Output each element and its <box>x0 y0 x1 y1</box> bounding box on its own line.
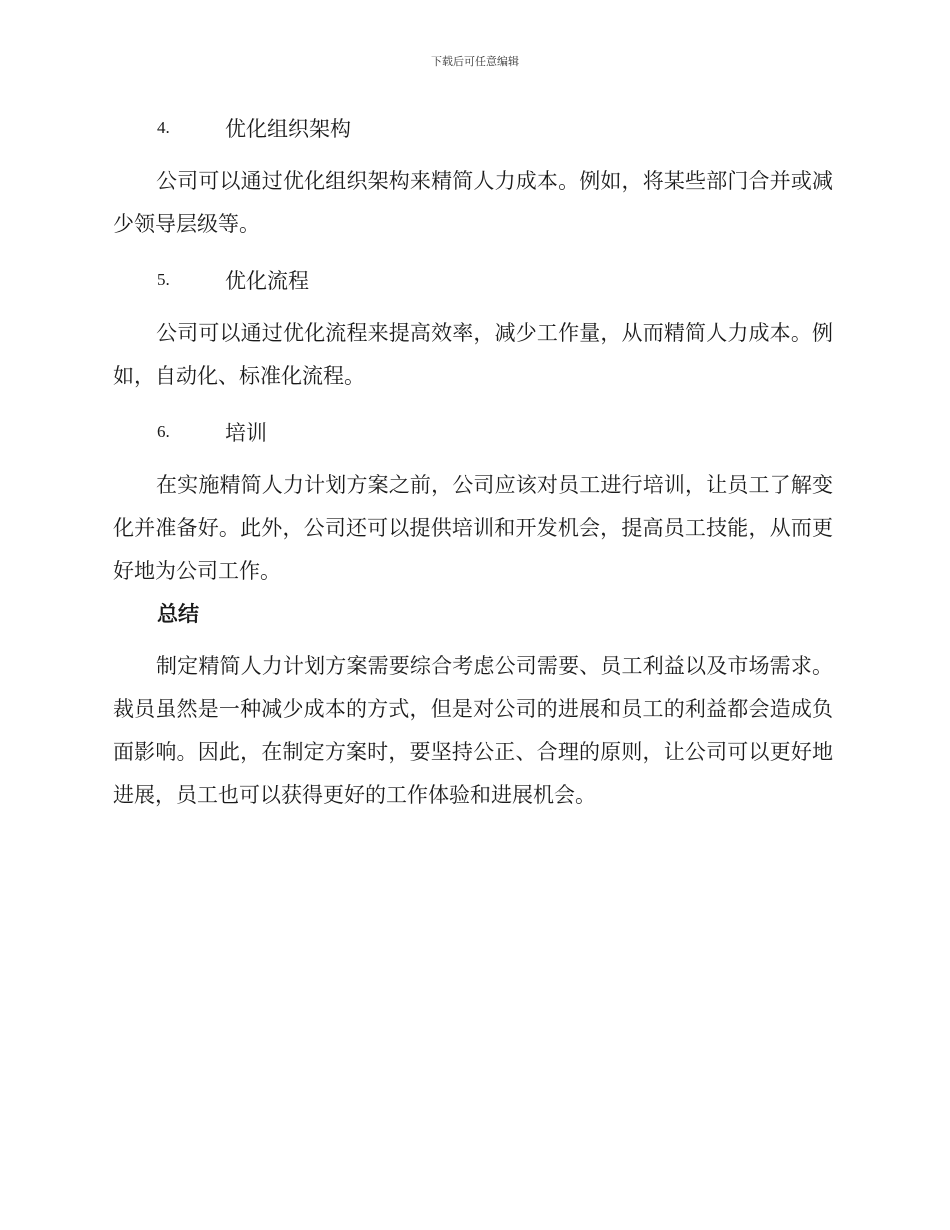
summary-paragraph: 制定精简人力计划方案需要综合考虑公司需要、员工利益以及市场需求。裁员虽然是一种减少成本的方式，但是对公司的进展和员工的利益都会造成负面影响。因此，在制定方案时，要坚持公正、合理的原则，让公司可以更好地进展，员工也可以获得更好的工作体验和进展机会。 <box>113 654 833 807</box>
section-heading-5 <box>113 260 833 300</box>
section-heading-4 <box>113 108 833 148</box>
section-title: 优化流程 <box>225 269 309 293</box>
section-number: 5. <box>157 270 170 289</box>
section-heading-6 <box>113 412 833 452</box>
document-body <box>113 108 833 817</box>
section-title: 培训 <box>225 421 267 445</box>
summary-title: 总结 <box>157 602 199 626</box>
section-number: 6. <box>157 422 170 441</box>
header-note: 下载后可任意编辑 <box>431 55 519 68</box>
section-paragraph: 在实施精简人力计划方案之前，公司应该对员工进行培训，让员工了解变化并准备好。此外，公司还可以提供培训和开发机会，提高员工技能，从而更好地为公司工作。 <box>113 473 833 583</box>
section-paragraph: 公司可以通过优化流程来提高效率，减少工作量，从而精简人力成本。例如，自动化、标准化流程。 <box>113 321 833 388</box>
section-title: 优化组织架构 <box>225 117 351 141</box>
section-paragraph: 公司可以通过优化组织架构来精简人力成本。例如，将某些部门合并或减少领导层级等。 <box>113 169 833 236</box>
section-number: 4. <box>157 118 170 137</box>
